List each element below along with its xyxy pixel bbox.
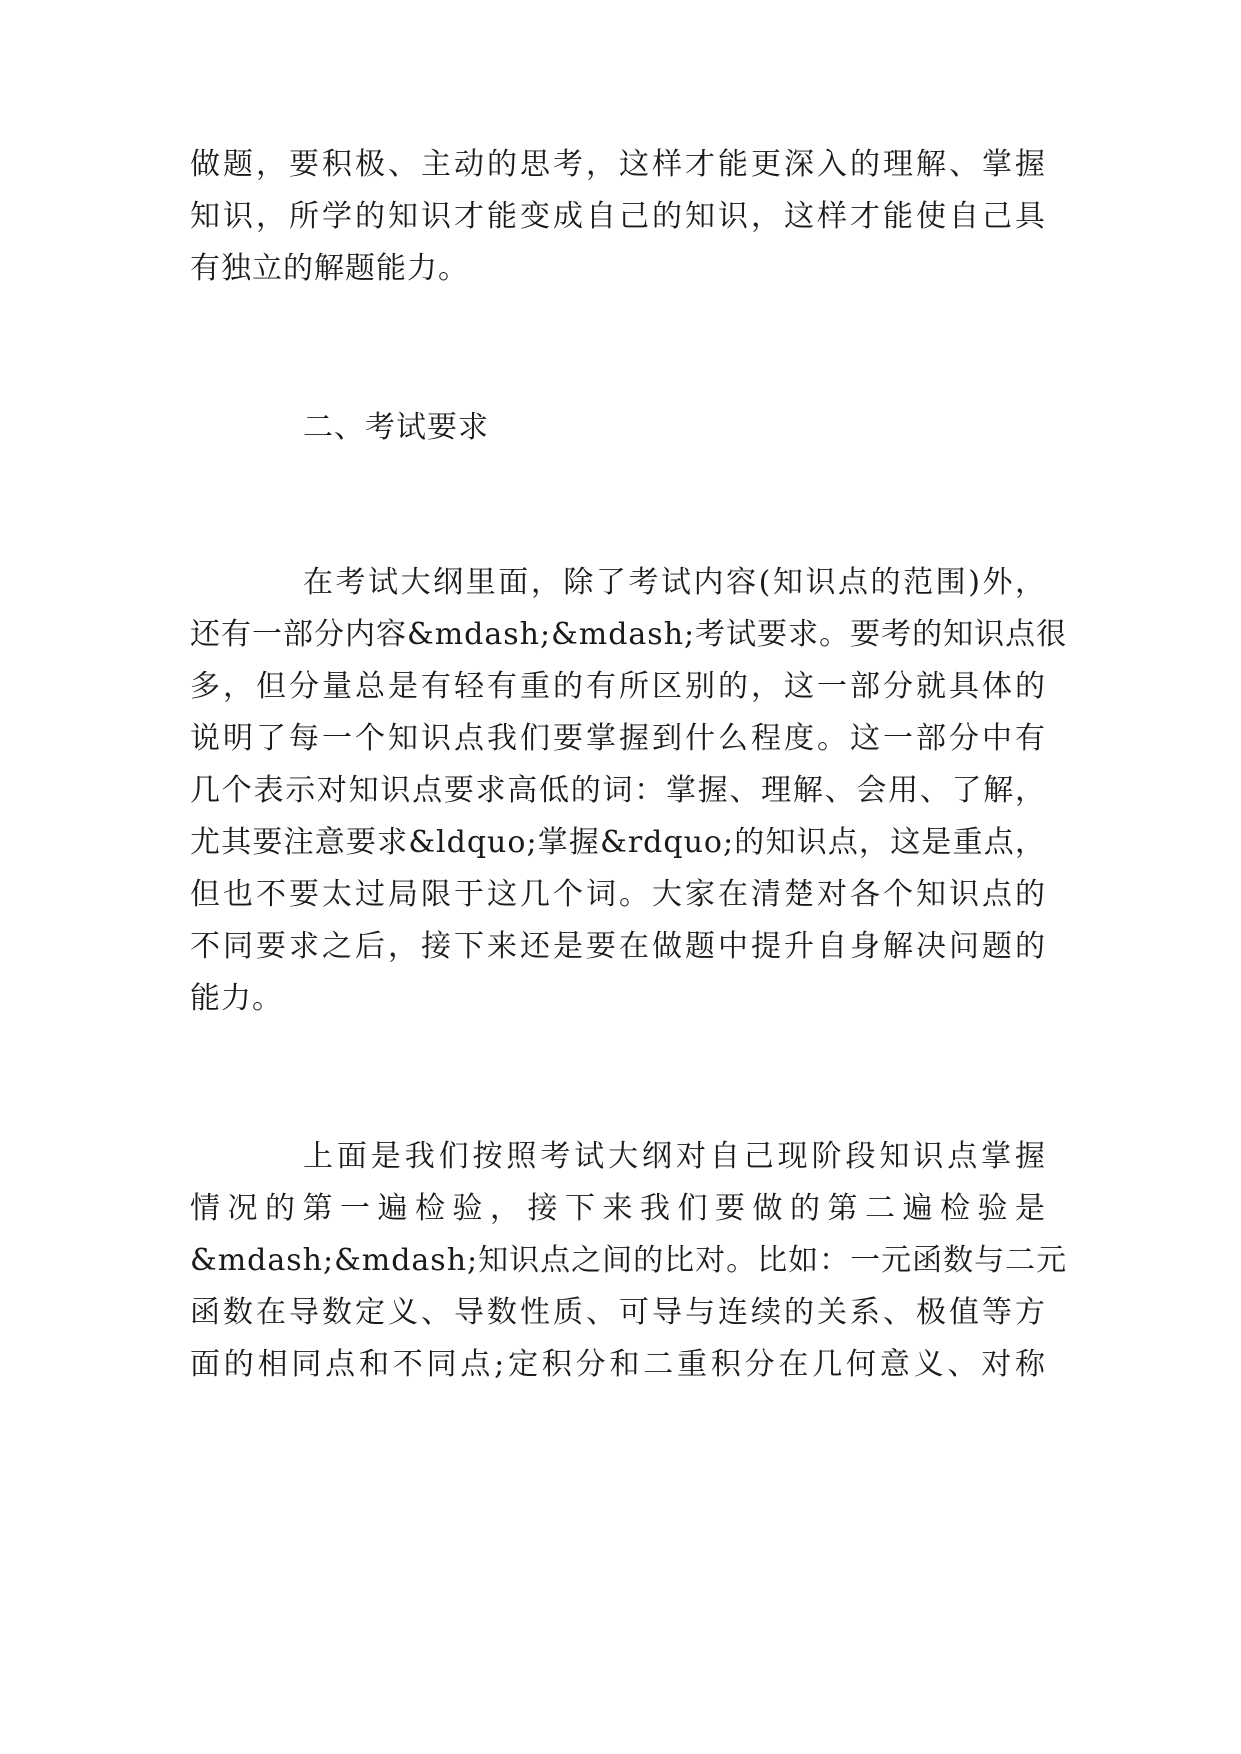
paragraph-2-line-6: 尤其要注意要求&ldquo;掌握&rdquo;的知识点，这是重点， [190,825,1046,860]
paragraph-2-line-4: 说明了每一个知识点我们要掌握到什么程度。这一部分中有 [190,721,1046,756]
paragraph-2-line-3: 多，但分量总是有轻有重的有所区别的，这一部分就具体的 [190,669,1046,704]
paragraph-3-line-5: 面的相同点和不同点;定积分和二重积分在几何意义、对称 [190,1347,1046,1382]
paragraph-3-line-2: 情况的第一遍检验，接下来我们要做的第二遍检验是 [190,1191,1046,1226]
paragraph-3-line-3: &mdash;&mdash;知识点之间的比对。比如：一元函数与二元 [190,1243,1068,1278]
paragraph-2-line-7: 但也不要太过局限于这几个词。大家在清楚对各个知识点的 [190,877,1046,912]
paragraph-2-line-9: 能力。 [190,981,283,1016]
paragraph-1-line-1: 做题，要积极、主动的思考，这样才能更深入的理解、掌握 [190,147,1046,182]
paragraph-3-line-4: 函数在导数定义、导数性质、可导与连续的关系、极值等方 [190,1295,1046,1330]
paragraph-3-line-1: 上面是我们按照考试大纲对自己现阶段知识点掌握 [303,1139,1046,1174]
paragraph-2-line-1: 在考试大纲里面，除了考试内容(知识点的范围)外， [303,565,1046,600]
section-heading: 二、考试要求 [303,410,489,445]
paragraph-2-line-8: 不同要求之后，接下来还是要在做题中提升自身解决问题的 [190,929,1046,964]
paragraph-1-line-2: 知识，所学的知识才能变成自己的知识，这样才能使自己具 [190,199,1046,234]
paragraph-2-line-2: 还有一部分内容&mdash;&mdash;考试要求。要考的知识点很 [190,617,1068,652]
paragraph-1-line-3: 有独立的解题能力。 [190,251,469,286]
paragraph-2-line-5: 几个表示对知识点要求高低的词：掌握、理解、会用、了解， [190,773,1046,808]
